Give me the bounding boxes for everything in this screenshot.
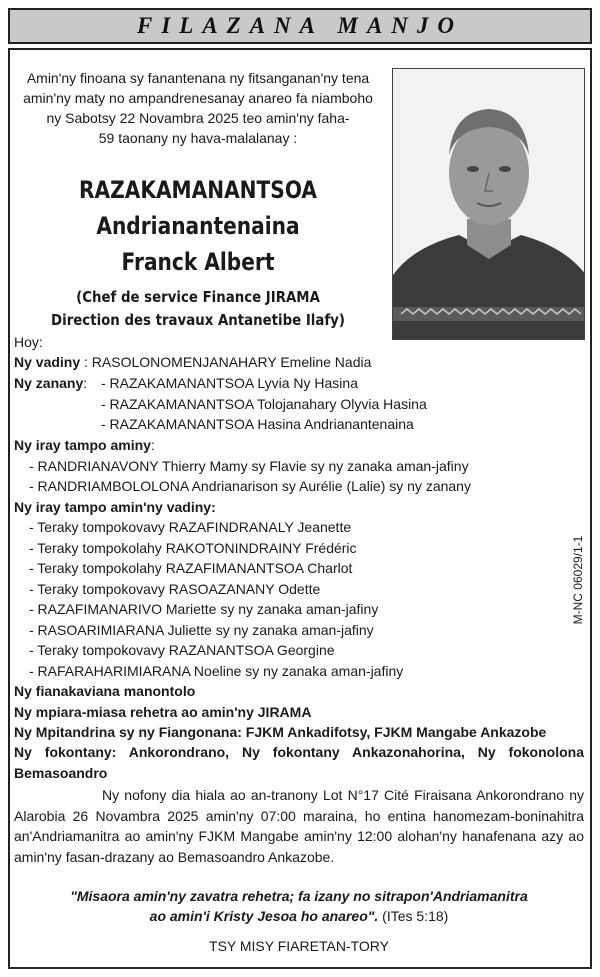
fokontany-line: Ny fokontany: Ankorondrano, Ny fokontany Ankazonahorina, Ny fokonolona [14,744,584,760]
funeral-line: Alarobia 26 Novambra 2025 amin'ny 07:00 maraina, ho entina hanomezam-boninahitra [14,807,584,824]
footer-notice: TSY MISY FIARETAN-TORY [209,938,389,954]
hoy-label: Hoy: [14,334,43,350]
in-laws-label: Ny iray tampo amin'ny vadiny: [14,499,216,515]
deceased-given-name: Andrianantenaina [96,212,300,240]
children-label-line [14,373,87,393]
sibling-item: - RANDRIAMBOLOLONA Andrianarison sy Aurélie (Lalie) sy ny zanany [29,478,471,494]
in-laws-label-text: Ny iray tampo amin'ny vadiny [14,499,212,515]
bible-quote [14,886,584,926]
deceased-role: Direction des travaux Antanetibe Ilafy) [51,311,345,329]
in-law-item: - Teraky tompokovavy RAZANANTSOA Georgine [29,642,335,658]
funeral-line: amin'ny fasan-drazany ao Bemasoandro Ankazobe. [14,848,335,865]
coworkers-line: Ny mpiara-miasa rehetra ao amin'ny JIRAMA [14,704,312,720]
portrait-person-icon [393,69,585,340]
children-separator: : [83,375,88,391]
sibling-item: - RANDRIANAVONY Thierry Mamy sy Flavie sy ny zanaka aman-jafiny [29,458,469,474]
funeral-line: Ny nofony dia hiala ao an-tranony Lot N°17 Cité Firaisana Ankorondrano ny [102,787,584,803]
child-item: - RAZAKAMANANTSOA Tolojanahary Olyvia Hasina [101,396,427,412]
intro-line: ny Sabotsy 22 Novambra 2025 teo amin'ny faha- [46,110,350,126]
children-label: Ny zanany [14,375,84,391]
deceased-given-name: Franck Albert [121,248,275,276]
quote-reference: (ITes 5:18) [382,908,449,924]
in-law-item: - Teraky tompokovavy RAZAFINDRANALY Jeanette [29,519,352,535]
intro-line: Amin'ny finoana sy fanantenana ny fitsanganan'ny tena [26,70,370,86]
fokontany-block [14,742,584,783]
portrait-photo [392,68,585,340]
siblings-label: Ny iray tampo aminy: [14,437,155,453]
funeral-line: an'Andriamanitra ao amin'ny FJKM Mangabe amin'ny 12:00 alohan'ny hanafenana azy ao [14,828,584,844]
in-law-item: - Teraky tompokolahy RAKOTONINDRAINY Frédéric [29,540,357,556]
header-title: FILAZANA MANJO [136,13,463,38]
deceased-role: (Chef de service Finance JIRAMA [76,288,320,306]
child-item: - RAZAKAMANANTSOA Hasina Andrianantenaina [101,416,414,432]
child-item: - RAZAKAMANANTSOA Lyvia Ny Hasina [101,375,358,391]
spouse-label: Ny vadiny [14,354,81,370]
spouse-line [14,352,371,372]
quote-line: "Misaora amin'ny zavatra rehetra; fa izany no sitrapon'Andriamanitra [70,888,528,904]
funeral-block [14,785,584,867]
in-law-item: - Teraky tompokolahy RAZAFIMANANTSOA Charlot [29,560,353,576]
in-law-item: - RAZAFIMANARIVO Mariette sy ny zanaka aman-jafiny [29,601,379,617]
in-law-item: - RASOARIMIARANA Juliette sy ny zanaka aman-jafiny [29,622,374,638]
in-law-item: - RAFARAHARIMIARANA Noeline sy ny zanaka aman-jafiny [29,663,404,679]
fokontany-line: Bemasoandro [14,764,108,781]
spouse-value: : RASOLONOMENJANAHARY Emeline Nadia [84,354,372,370]
intro-text [22,68,374,148]
reference-code: M-NC 06029/1-1 [571,535,585,625]
intro-line: 59 taonany ny hava-malalanay : [98,130,298,146]
intro-line: amin'ny maty no ampandrenesanay anareo fa niamboho [23,90,373,106]
in-law-item: - Teraky tompokovavy RASOAZANANY Odette [29,581,321,597]
family-line: Ny fianakaviana manontolo [14,683,196,699]
siblings-label-text: Ny iray tampo aminy [14,437,151,453]
quote-line: ao amin'i Kristy Jesoa ho anareo". [149,908,379,924]
deceased-surname: RAZAKAMANANTSOA [78,176,318,204]
church-line: Ny Mpitandrina sy ny Fiangonana: FJKM Ankadifotsy, FJKM Mangabe Ankazobe [14,724,547,740]
header-banner [8,8,592,44]
